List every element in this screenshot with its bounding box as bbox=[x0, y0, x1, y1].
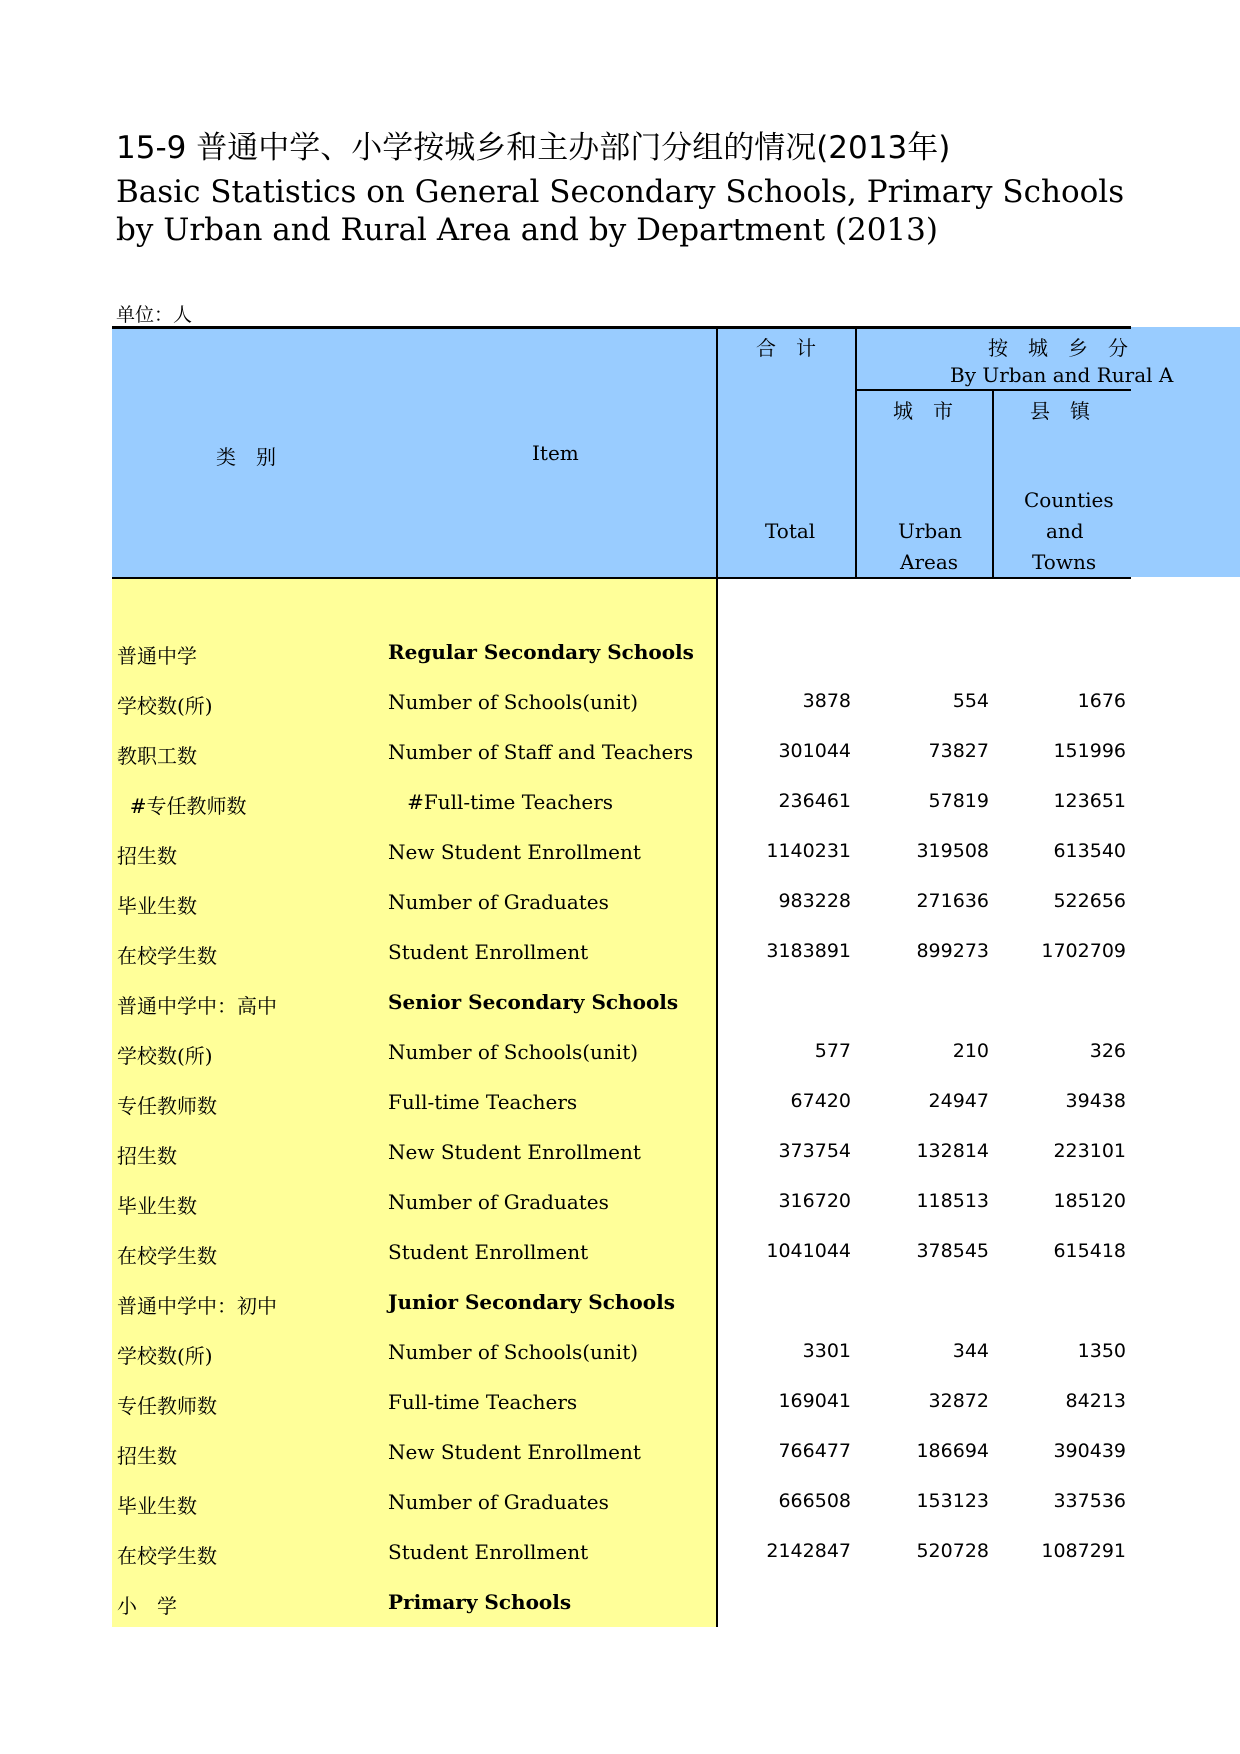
header-county-en-3: Towns bbox=[1032, 550, 1097, 574]
row-label-cn: 普通中学中：高中 bbox=[117, 994, 277, 1018]
total-value: 3878 bbox=[802, 690, 851, 712]
header-category-cn: 类 别 bbox=[216, 445, 276, 469]
row-label-en: Regular Secondary Schools bbox=[388, 640, 694, 664]
row-label-cn: 学校数(所) bbox=[117, 694, 213, 718]
county-value: 39438 bbox=[1065, 1090, 1126, 1112]
page-title-en-line1: Basic Statistics on General Secondary Schools, Primary Schools bbox=[116, 174, 1125, 210]
county-value: 613540 bbox=[1053, 840, 1126, 862]
row-label-en: #Full-time Teachers bbox=[388, 790, 614, 814]
total-value: 2142847 bbox=[766, 1540, 851, 1562]
header-total-cn: 合 计 bbox=[756, 336, 816, 360]
row-label-cn: 普通中学 bbox=[117, 644, 197, 668]
row-label-en: Number of Schools(unit) bbox=[388, 1040, 639, 1064]
row-label-cn: 教职工数 bbox=[117, 744, 197, 768]
row-label-en: Number of Schools(unit) bbox=[388, 1340, 639, 1364]
row-label-cn: 毕业生数 bbox=[117, 1194, 197, 1218]
row-label-en: Number of Graduates bbox=[388, 1490, 609, 1514]
county-value: 185120 bbox=[1053, 1190, 1126, 1212]
page-title-en-line2: by Urban and Rural Area and by Department (2013) bbox=[116, 212, 938, 248]
header-county-en-1: Counties bbox=[1024, 488, 1114, 512]
urban-value: 32872 bbox=[928, 1390, 989, 1412]
urban-value: 319508 bbox=[916, 840, 989, 862]
row-label-cn: 毕业生数 bbox=[117, 894, 197, 918]
urban-value: 271636 bbox=[916, 890, 989, 912]
urban-value: 210 bbox=[952, 1040, 989, 1062]
urban-value: 24947 bbox=[928, 1090, 989, 1112]
total-value: 301044 bbox=[778, 740, 851, 762]
county-value: 84213 bbox=[1065, 1390, 1126, 1412]
row-label-cn: 专任教师数 bbox=[117, 1394, 217, 1418]
urban-value: 899273 bbox=[916, 940, 989, 962]
urban-value: 378545 bbox=[916, 1240, 989, 1262]
item-total-divider bbox=[716, 327, 718, 1627]
row-label-en: Number of Staff and Teachers bbox=[388, 740, 694, 764]
header-item-en: Item bbox=[532, 441, 579, 465]
county-value: 390439 bbox=[1053, 1440, 1126, 1462]
total-value: 67420 bbox=[790, 1090, 851, 1112]
row-label-en: Full-time Teachers bbox=[388, 1390, 578, 1414]
page-title-cn: 15-9 普通中学、小学按城乡和主办部门分组的情况(2013年) bbox=[116, 130, 951, 166]
unit-label: 单位：人 bbox=[116, 304, 193, 326]
header-urban-en-1: Urban bbox=[898, 519, 963, 543]
row-label-en: Number of Graduates bbox=[388, 1190, 609, 1214]
header-urban-cn: 城 市 bbox=[893, 399, 953, 423]
total-value: 1041044 bbox=[766, 1240, 851, 1262]
row-label-cn: 招生数 bbox=[117, 1444, 177, 1468]
table-top-rule bbox=[112, 326, 1131, 329]
urban-value: 520728 bbox=[916, 1540, 989, 1562]
county-value: 1702709 bbox=[1041, 940, 1126, 962]
county-value: 1087291 bbox=[1041, 1540, 1126, 1562]
row-label-cn: 专任教师数 bbox=[117, 1094, 217, 1118]
urban-value: 132814 bbox=[916, 1140, 989, 1162]
row-label-cn: 小 学 bbox=[117, 1594, 177, 1618]
total-value: 1140231 bbox=[766, 840, 851, 862]
row-label-cn: 在校学生数 bbox=[117, 1544, 217, 1568]
county-value: 337536 bbox=[1053, 1490, 1126, 1512]
row-label-cn: 在校学生数 bbox=[117, 944, 217, 968]
county-value: 151996 bbox=[1053, 740, 1126, 762]
urban-value: 73827 bbox=[928, 740, 989, 762]
urban-value: 57819 bbox=[928, 790, 989, 812]
row-label-cn: 普通中学中：初中 bbox=[117, 1294, 277, 1318]
county-value: 522656 bbox=[1053, 890, 1126, 912]
row-label-cn: 毕业生数 bbox=[117, 1494, 197, 1518]
row-label-en: Number of Schools(unit) bbox=[388, 690, 639, 714]
row-label-en: Senior Secondary Schools bbox=[388, 990, 679, 1014]
total-value: 169041 bbox=[778, 1390, 851, 1412]
header-county-cn: 县 镇 bbox=[1030, 399, 1090, 423]
row-label-cn: 学校数(所) bbox=[117, 1044, 213, 1068]
urban-county-divider bbox=[992, 389, 994, 578]
row-label-en: New Student Enrollment bbox=[388, 1140, 641, 1164]
urban-value: 554 bbox=[952, 690, 989, 712]
row-label-en: New Student Enrollment bbox=[388, 840, 641, 864]
row-label-cn: 招生数 bbox=[117, 844, 177, 868]
total-value: 666508 bbox=[778, 1490, 851, 1512]
row-label-cn: 学校数(所) bbox=[117, 1344, 213, 1368]
total-value: 316720 bbox=[778, 1190, 851, 1212]
county-value: 1676 bbox=[1077, 690, 1126, 712]
total-value: 236461 bbox=[778, 790, 851, 812]
total-value: 3301 bbox=[802, 1340, 851, 1362]
total-group-divider bbox=[855, 327, 857, 578]
total-value: 373754 bbox=[778, 1140, 851, 1162]
row-label-en: Student Enrollment bbox=[388, 1240, 589, 1264]
total-value: 766477 bbox=[778, 1440, 851, 1462]
urban-value: 153123 bbox=[916, 1490, 989, 1512]
county-value: 123651 bbox=[1053, 790, 1126, 812]
row-label-en: Number of Graduates bbox=[388, 890, 609, 914]
urban-value: 118513 bbox=[916, 1190, 989, 1212]
row-label-cn: #专任教师数 bbox=[117, 794, 247, 818]
county-value: 223101 bbox=[1053, 1140, 1126, 1162]
urban-value: 344 bbox=[952, 1340, 989, 1362]
row-label-en: Junior Secondary Schools bbox=[388, 1290, 675, 1314]
urban-value: 186694 bbox=[916, 1440, 989, 1462]
county-value: 326 bbox=[1089, 1040, 1126, 1062]
row-label-en: New Student Enrollment bbox=[388, 1440, 641, 1464]
row-label-cn: 在校学生数 bbox=[117, 1244, 217, 1268]
row-label-en: Student Enrollment bbox=[388, 1540, 589, 1564]
header-bottom-rule bbox=[112, 577, 1131, 579]
total-value: 577 bbox=[814, 1040, 851, 1062]
total-value: 3183891 bbox=[766, 940, 851, 962]
header-group-cn: 按 城 乡 分 bbox=[988, 336, 1128, 360]
header-group-en: By Urban and Rural A bbox=[950, 363, 1174, 387]
county-value: 615418 bbox=[1053, 1240, 1126, 1262]
header-urban-en-2: Areas bbox=[900, 550, 959, 574]
header-total-en: Total bbox=[765, 519, 816, 543]
county-value: 1350 bbox=[1077, 1340, 1126, 1362]
row-label-en: Student Enrollment bbox=[388, 940, 589, 964]
total-value: 983228 bbox=[778, 890, 851, 912]
row-label-en: Primary Schools bbox=[388, 1590, 572, 1614]
row-label-en: Full-time Teachers bbox=[388, 1090, 578, 1114]
header-county-en-2: and bbox=[1046, 519, 1084, 543]
row-label-cn: 招生数 bbox=[117, 1144, 177, 1168]
